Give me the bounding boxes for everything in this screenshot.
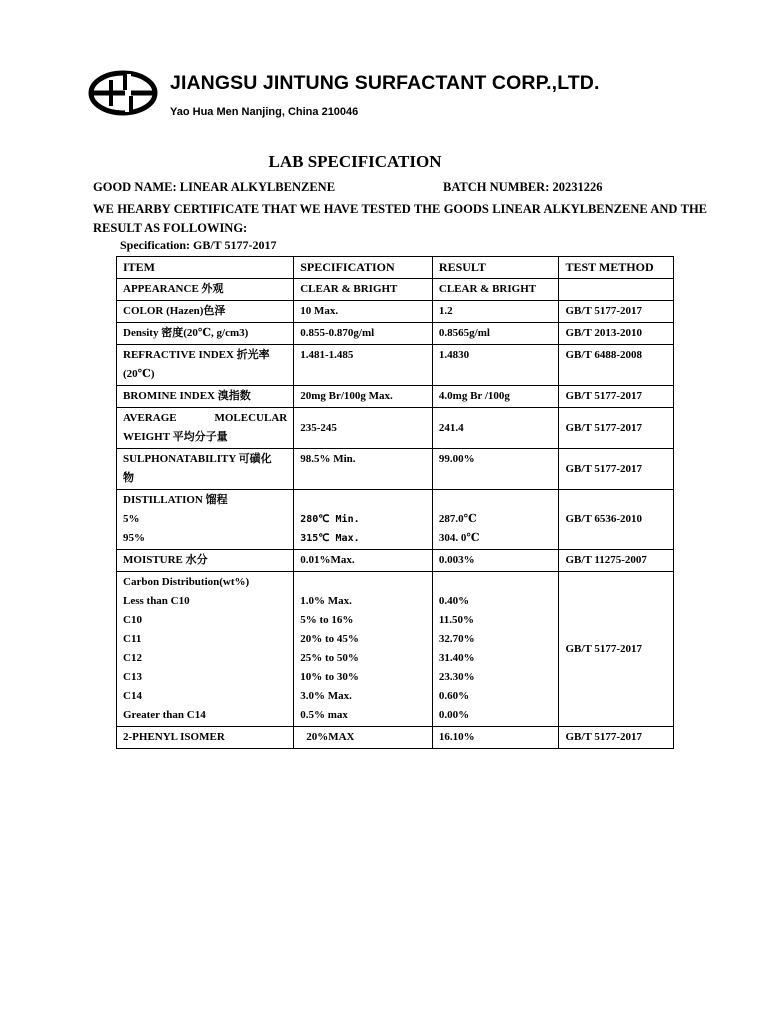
bromine-item: BROMINE INDEX 溴指数	[117, 386, 294, 408]
certificate-statement: WE HEARBY CERTIFICATE THAT WE HAVE TESTED THE GOODS LINEAR ALKYLBENZENE AND THE RESULT AS FOLLOWING:	[93, 202, 707, 235]
lab-spec-table	[116, 256, 674, 749]
distillation-spec	[294, 490, 433, 550]
carbon-label: C10	[123, 614, 142, 626]
density-spec: 0.855-0.870g/ml	[294, 323, 433, 345]
batch-number: BATCH NUMBER: 20231226	[443, 180, 603, 194]
carbon-spec-value: 1.0% Max.	[300, 595, 352, 607]
moisture-method: GB/T 11275-2007	[559, 550, 674, 572]
density-method: GB/T 2013-2010	[559, 323, 674, 345]
header-test-method: TEST METHOD	[559, 257, 674, 279]
appearance-spec: CLEAR & BRIGHT	[294, 279, 433, 301]
distillation-result	[432, 490, 559, 550]
table-row	[117, 408, 674, 449]
carbon-label: C13	[123, 671, 142, 683]
moisture-spec: 0.01%Max.	[294, 550, 433, 572]
phenyl-result: 16.10%	[432, 727, 559, 749]
sulphonatability-method: GB/T 5177-2017	[559, 449, 674, 490]
header-specification: SPECIFICATION	[294, 257, 433, 279]
carbon-item	[117, 572, 294, 727]
sulphonatability-spec: 98.5% Min.	[294, 449, 433, 490]
table-header-row	[117, 257, 674, 279]
color-result: 1.2	[432, 301, 559, 323]
carbon-spec-value: 0.5% max	[300, 709, 348, 721]
color-method: GB/T 5177-2017	[559, 301, 674, 323]
appearance-result: CLEAR & BRIGHT	[432, 279, 559, 301]
moisture-item: MOISTURE 水分	[117, 550, 294, 572]
carbon-spec-value: 25% to 50%	[300, 652, 359, 664]
distillation-result-95: 304. 0℃	[438, 532, 480, 544]
carbon-result-value: 0.60%	[438, 690, 470, 702]
table-row	[117, 572, 674, 727]
sulphonatability-item	[117, 449, 294, 490]
carbon-method: GB/T 5177-2017	[559, 572, 674, 727]
carbon-spec-value: 3.0% Max.	[300, 690, 352, 702]
company-address: Yao Hua Men Nanjing, China 210046	[170, 106, 359, 118]
appearance-method	[559, 279, 674, 301]
refractive-spec: 1.481-1.485	[294, 345, 433, 386]
distillation-method: GB/T 6536-2010	[559, 490, 674, 550]
refractive-item-line1: REFRACTIVE INDEX 折光率	[123, 349, 270, 361]
color-spec: 10 Max.	[294, 301, 433, 323]
good-name: GOOD NAME: LINEAR ALKYLBENZENE	[93, 180, 336, 194]
carbon-title: Carbon Distribution(wt%)	[123, 576, 250, 588]
carbon-result-value: 31.40%	[438, 652, 475, 664]
density-result: 0.8565g/ml	[432, 323, 559, 345]
header-result: RESULT	[432, 257, 559, 279]
table-row	[117, 490, 674, 550]
refractive-result: 1.4830	[432, 345, 559, 386]
carbon-result-value: 11.50%	[438, 614, 475, 626]
phenyl-item: 2-PHENYL ISOMER	[117, 727, 294, 749]
carbon-label: Less than C10	[123, 595, 190, 607]
distillation-spec-5: 280℃ Min.	[300, 514, 360, 525]
refractive-item	[117, 345, 294, 386]
bromine-method: GB/T 5177-2017	[559, 386, 674, 408]
bromine-spec: 20mg Br/100g Max.	[294, 386, 433, 408]
table-row	[117, 449, 674, 490]
company-logo-icon	[88, 70, 158, 116]
carbon-spec	[294, 572, 433, 727]
refractive-method: GB/T 6488-2008	[559, 345, 674, 386]
table-row	[117, 345, 674, 386]
document-title: LAB SPECIFICATION	[268, 152, 442, 171]
molecular-spec: 235-245	[294, 408, 433, 449]
carbon-result-value: 0.40%	[438, 595, 470, 607]
table-row	[117, 386, 674, 408]
carbon-label: C11	[123, 633, 142, 645]
molecular-item	[117, 408, 294, 449]
bromine-result: 4.0mg Br /100g	[432, 386, 559, 408]
carbon-label: C14	[123, 690, 142, 702]
carbon-label: Greater than C14	[123, 709, 206, 721]
phenyl-spec: 20%MAX	[294, 727, 433, 749]
molecular-result: 241.4	[432, 408, 559, 449]
density-item: Density 密度(20℃, g/cm3)	[117, 323, 294, 345]
refractive-item-line2: (20℃)	[123, 368, 155, 380]
specification-standard: Specification: GB/T 5177-2017	[120, 238, 277, 252]
carbon-spec-value: 10% to 30%	[300, 671, 359, 683]
carbon-result-value: 32.70%	[438, 633, 475, 645]
appearance-item: APPEARANCE 外观	[117, 279, 294, 301]
distillation-result-5: 287.0℃	[438, 513, 477, 525]
company-name: JIANGSU JINTUNG SURFACTANT CORP.,LTD.	[170, 72, 600, 94]
distillation-point-95: 95%	[123, 532, 145, 544]
distillation-item	[117, 490, 294, 550]
molecular-item-line1: AVERAGE MOLECULAR	[123, 412, 288, 424]
carbon-spec-value: 20% to 45%	[300, 633, 359, 645]
table-row	[117, 279, 674, 301]
table-row	[117, 323, 674, 345]
table-row	[117, 727, 674, 749]
distillation-point-5: 5%	[123, 513, 140, 525]
carbon-result	[432, 572, 559, 727]
header-item: ITEM	[117, 257, 294, 279]
table-row	[117, 301, 674, 323]
sulphonatability-item-line1: SULPHONATABILITY 可磺化	[123, 453, 272, 465]
molecular-method: GB/T 5177-2017	[559, 408, 674, 449]
carbon-result-value: 23.30%	[438, 671, 475, 683]
moisture-result: 0.003%	[432, 550, 559, 572]
distillation-spec-95: 315℃ Max.	[300, 533, 360, 544]
phenyl-method: GB/T 5177-2017	[559, 727, 674, 749]
color-item: COLOR (Hazen)色泽	[117, 301, 294, 323]
carbon-result-value: 0.00%	[438, 709, 470, 721]
carbon-label: C12	[123, 652, 142, 664]
carbon-spec-value: 5% to 16%	[300, 614, 354, 626]
table-row	[117, 550, 674, 572]
sulphonatability-result: 99.00%	[432, 449, 559, 490]
sulphonatability-item-line2: 物	[123, 472, 134, 484]
molecular-item-line2: WEIGHT 平均分子量	[123, 431, 228, 443]
distillation-title: DISTILLATION 馏程	[123, 494, 228, 506]
